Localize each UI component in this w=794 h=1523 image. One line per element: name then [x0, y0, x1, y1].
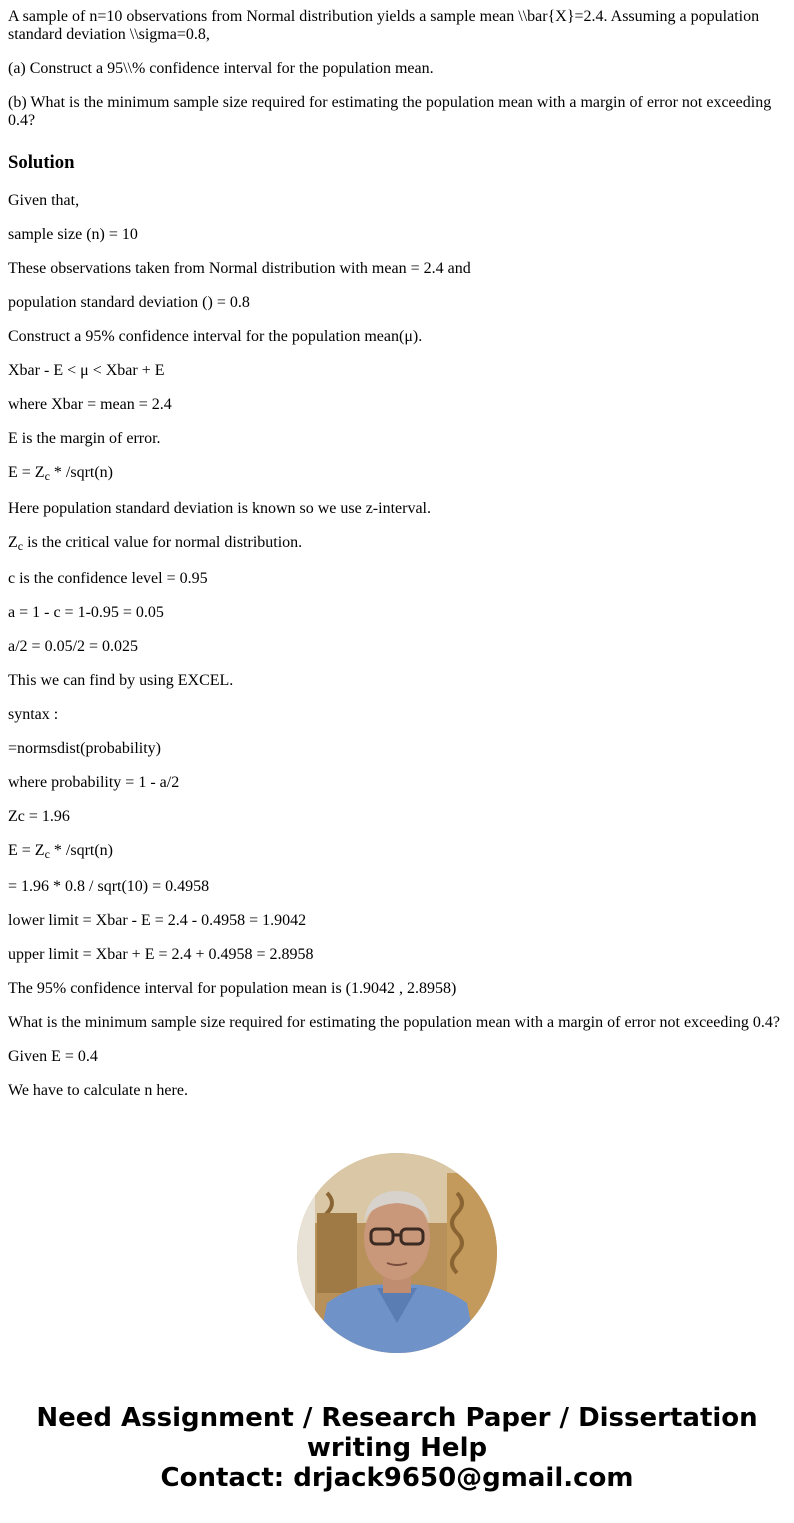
question-intro: A sample of n=10 observations from Normal distribution yields a sample mean \\bar{X}=2.4. Assuming a population standard deviation \\sigma=0.8,: [8, 8, 760, 43]
critical-value-line: [8, 534, 786, 552]
question-part-b: (b) What is the minimum sample size required for estimating the population mean with a margin of error not exceeding 0.4?: [8, 94, 772, 129]
solution-line: Xbar - E < μ < Xbar + E: [8, 362, 165, 379]
avatar: [297, 1153, 497, 1353]
formula-text: * /sqrt(n): [49, 464, 114, 481]
question-part-a: (a) Construct a 95\\% confidence interval for the population mean.: [8, 60, 434, 77]
solution-line: Construct a 95% confidence interval for the population mean(μ).: [8, 328, 423, 345]
contact-banner: [0, 1403, 794, 1493]
formula-text: E = Z: [8, 464, 45, 481]
solution-line: lower limit = Xbar - E = 2.4 - 0.4958 = 1.9042: [8, 912, 307, 929]
solution-line: sample size (n) = 10: [8, 226, 138, 243]
solution-line: E is the margin of error.: [8, 430, 161, 447]
formula-subscript: c: [44, 469, 50, 483]
solution-line: The 95% confidence interval for population mean is (1.9042 , 2.8958): [8, 980, 457, 997]
margin-formula: [8, 842, 786, 860]
solution-line: These observations taken from Normal distribution with mean = 2.4 and: [8, 260, 471, 277]
solution-line: We have to calculate n here.: [8, 1082, 188, 1099]
banner-line: Need Assignment / Research Paper / Dissertation: [36, 1403, 758, 1433]
formula-text: Z: [8, 534, 18, 551]
solution-line: population standard deviation () = 0.8: [8, 294, 250, 311]
solution-line: What is the minimum sample size required for estimating the population mean with a margin of error not exceeding 0.4?: [8, 1014, 780, 1031]
solution-line: Given that,: [8, 192, 80, 209]
solution-line: Zc = 1.96: [8, 808, 70, 825]
solution-body: [8, 192, 786, 1100]
solution-line: a = 1 - c = 1-0.95 = 0.05: [8, 604, 164, 621]
solution-line: where Xbar = mean = 2.4: [8, 396, 172, 413]
banner-line: writing Help: [306, 1433, 488, 1463]
solution-line: where probability = 1 - a/2: [8, 774, 180, 791]
solution-line: c is the confidence level = 0.95: [8, 570, 208, 587]
solution-line: syntax :: [8, 706, 59, 723]
contact-email: Contact: drjack9650@gmail.com: [160, 1463, 634, 1493]
question-block: [8, 8, 786, 130]
solution-line: a/2 = 0.05/2 = 0.025: [8, 638, 139, 655]
solution-line: Here population standard deviation is known so we use z-interval.: [8, 500, 431, 517]
formula-text: * /sqrt(n): [49, 842, 114, 859]
formula-subscript: c: [17, 539, 24, 553]
solution-line: = 1.96 * 0.8 / sqrt(10) = 0.4958: [8, 878, 210, 895]
solution-line: upper limit = Xbar + E = 2.4 + 0.4958 = 2.8958: [8, 946, 314, 963]
formula-text: is the critical value for normal distribution.: [23, 534, 303, 551]
solution-line: Given E = 0.4: [8, 1048, 98, 1065]
formula-text: E = Z: [8, 842, 45, 859]
margin-formula: [8, 464, 786, 482]
solution-line: This we can find by using EXCEL.: [8, 672, 234, 689]
formula-subscript: c: [44, 847, 50, 861]
solution-heading: Solution: [8, 152, 75, 173]
solution-line: =normsdist(probability): [8, 740, 162, 757]
avatar-portrait-icon: [297, 1153, 497, 1353]
